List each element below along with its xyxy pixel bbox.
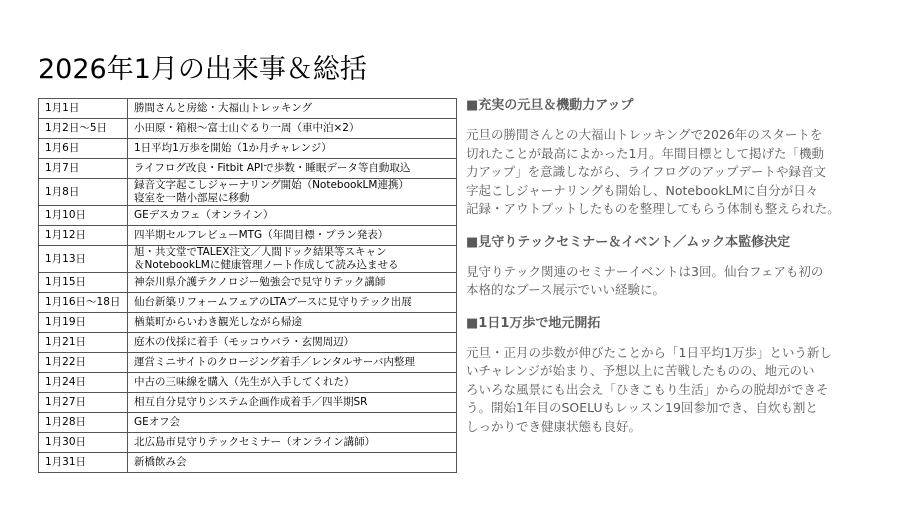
event-description bbox=[128, 333, 457, 353]
event-row bbox=[39, 206, 457, 226]
event-description-line: 相互自分見守りシステム企画作成着手／四半期SR bbox=[134, 396, 368, 408]
section-body-line: 元旦の勝間さんとの大福山トレッキングで2026年のスタートを bbox=[466, 127, 823, 142]
event-description bbox=[128, 246, 457, 273]
event-row bbox=[39, 139, 457, 159]
event-date: 1月7日 bbox=[39, 159, 128, 179]
event-description-line: 勝間さんと房総・大福山トレッキング bbox=[134, 102, 313, 114]
section-body-line: 元旦・正月の歩数が伸びたことから「1日平均1万歩」という新し bbox=[466, 344, 832, 360]
section-body-line: 字起こしジャーナリングも開始し、NotebookLMに自分が日々 bbox=[466, 182, 819, 198]
events-table bbox=[38, 98, 457, 473]
section-body-line: 記録・アウトプットしたものを整理してもらう体制も整えられた。 bbox=[466, 201, 840, 216]
event-description bbox=[128, 226, 457, 246]
section-body bbox=[466, 263, 890, 300]
event-description-line: 小田原・箱根～富士山ぐるり一周（車中泊×2） bbox=[134, 122, 360, 134]
event-description bbox=[128, 206, 457, 226]
event-description-line: 中古の三味線を購入（先生が入手してくれた） bbox=[134, 376, 355, 388]
event-date: 1月16日～18日 bbox=[39, 293, 128, 313]
event-description bbox=[128, 373, 457, 393]
event-row bbox=[39, 99, 457, 119]
event-date: 1月28日 bbox=[39, 413, 128, 433]
event-row bbox=[39, 313, 457, 333]
event-description-line: 録音文字起こしジャーナリング開始（NotebookLM連携） bbox=[134, 179, 409, 191]
event-date: 1月13日 bbox=[39, 246, 128, 273]
event-description-line: 新橋飲み会 bbox=[134, 456, 187, 468]
event-date: 1月15日 bbox=[39, 273, 128, 293]
event-description-line: 楢葉町からいわき観光しながら帰途 bbox=[134, 316, 302, 328]
event-row bbox=[39, 413, 457, 433]
event-date: 1月19日 bbox=[39, 313, 128, 333]
event-row bbox=[39, 433, 457, 453]
event-description-line: 神奈川県介護テクノロジー勉強会で見守りテック講師 bbox=[134, 276, 386, 288]
event-description-line: 運営ミニサイトのクロージング着手／レンタルサーバ内整理 bbox=[134, 356, 415, 368]
event-description-line: 旭・共文堂でTALEX注文／人間ドック結果等スキャン bbox=[134, 246, 387, 258]
event-description-line: 北広島市見守りテックセミナー（オンライン講師） bbox=[134, 436, 376, 448]
section-body-line: 本格的なブース展示でいい経験に。 bbox=[466, 282, 666, 297]
event-description-line: 四半期セルフレビューMTG（年間目標・プラン発表） bbox=[134, 229, 389, 241]
event-description bbox=[128, 453, 457, 473]
event-date: 1月24日 bbox=[39, 373, 128, 393]
event-row bbox=[39, 119, 457, 139]
slide-title: 2026年1月の出来事＆総括 bbox=[38, 54, 367, 85]
event-date: 1月12日 bbox=[39, 226, 128, 246]
event-description bbox=[128, 433, 457, 453]
section-body bbox=[466, 344, 890, 437]
event-date: 1月21日 bbox=[39, 333, 128, 353]
event-description bbox=[128, 159, 457, 179]
event-description bbox=[128, 293, 457, 313]
event-row bbox=[39, 393, 457, 413]
section-body-line: 見守りテック関連のセミナーイベントは3回。仙台フェアも初の bbox=[466, 263, 824, 279]
event-description-line: 仙台新築リフォームフェアのLTAブースに見守りテック出展 bbox=[134, 296, 412, 308]
event-date: 1月30日 bbox=[39, 433, 128, 453]
section-heading: ■1日1万歩で地元開拓 bbox=[466, 315, 601, 331]
event-description bbox=[128, 393, 457, 413]
event-date: 1月8日 bbox=[39, 179, 128, 206]
event-date: 1月31日 bbox=[39, 453, 128, 473]
event-row bbox=[39, 159, 457, 179]
event-row bbox=[39, 246, 457, 273]
section-body bbox=[466, 126, 890, 219]
section-body-line: 切れたことが最高によかった1月。年間目標として掲げた「機動 bbox=[466, 145, 824, 161]
section-body-line: 力アップ」を意識しながら、ライフログのアップデートや録音文 bbox=[466, 164, 827, 179]
section-heading: ■充実の元旦＆機動力アップ bbox=[466, 98, 634, 113]
event-description-line: 寝室を一階小部屋に移動 bbox=[134, 192, 250, 204]
summary-panel bbox=[466, 96, 890, 450]
event-description-line: GEデスカフェ（オンライン） bbox=[134, 209, 274, 221]
event-row bbox=[39, 226, 457, 246]
event-description bbox=[128, 353, 457, 373]
event-date: 1月2日～5日 bbox=[39, 119, 128, 139]
event-date: 1月22日 bbox=[39, 353, 128, 373]
event-row bbox=[39, 179, 457, 206]
event-description-line: ライフログ改良・Fitbit APIで歩数・睡眠データ等自動取込 bbox=[134, 162, 411, 174]
event-description bbox=[128, 273, 457, 293]
event-description-line: GEオフ会 bbox=[134, 416, 180, 428]
event-row bbox=[39, 373, 457, 393]
events-table-body bbox=[39, 99, 457, 473]
event-description-line: 庭木の伐採に着手（モッコウバラ・玄関周辺） bbox=[134, 336, 355, 348]
section-body-line: しっかりでき健康状態も良好。 bbox=[466, 418, 642, 434]
event-row bbox=[39, 293, 457, 313]
section-body-line: いチャレンジが始まり、予想以上に苦戦したものの、地元のい bbox=[466, 363, 815, 378]
event-date: 1月1日 bbox=[39, 99, 128, 119]
event-date: 1月10日 bbox=[39, 206, 128, 226]
event-row bbox=[39, 353, 457, 373]
event-description bbox=[128, 139, 457, 159]
event-description bbox=[128, 179, 457, 206]
event-description bbox=[128, 99, 457, 119]
event-description-line: ＆NotebookLMに健康管理ノート作成して読み込ませる bbox=[134, 259, 399, 271]
section-heading: ■見守りテックセミナー＆イベント／ムック本監修決定 bbox=[466, 234, 791, 250]
event-description bbox=[128, 413, 457, 433]
section-body-line: う。開始1年目のSOELUもレッスン19回参加でき、自炊も割と bbox=[466, 400, 818, 415]
section-body-line: ろいろな風景にも出会え「ひきこもり生活」からの脱却ができそ bbox=[466, 381, 829, 397]
event-row bbox=[39, 273, 457, 293]
event-date: 1月6日 bbox=[39, 139, 128, 159]
event-description bbox=[128, 119, 457, 139]
event-row bbox=[39, 453, 457, 473]
event-description-line: 1日平均1万歩を開始（1か月チャレンジ） bbox=[134, 142, 332, 154]
event-description bbox=[128, 313, 457, 333]
event-date: 1月27日 bbox=[39, 393, 128, 413]
event-row bbox=[39, 333, 457, 353]
